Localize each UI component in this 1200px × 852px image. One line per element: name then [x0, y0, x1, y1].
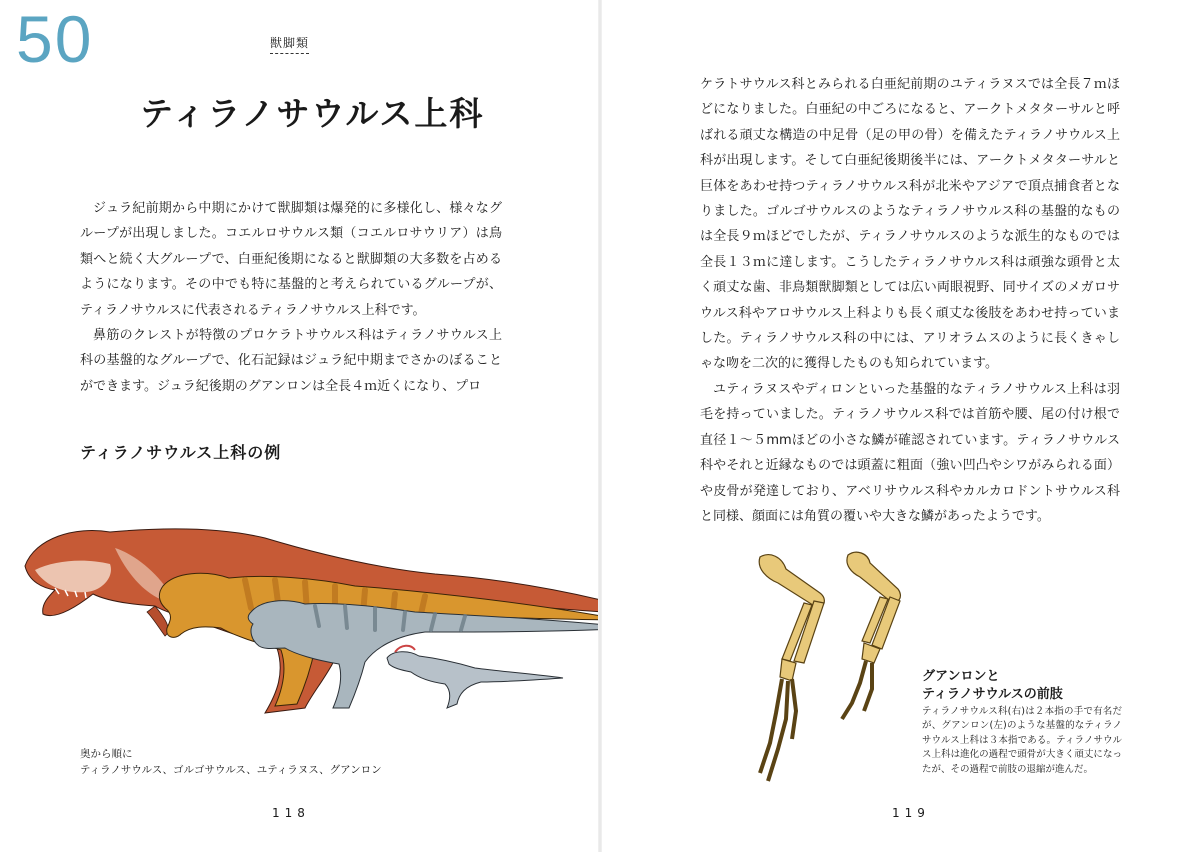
paragraph: ジュラ紀前期から中期にかけて獣脚類は爆発的に多様化し、様々なグループが出現しました。コエルロサウルス類（コエルロサウリア）は鳥類へと続く大グループで、白亜紀後期になると獣脚類の大多数を占めるようになります。その中でも特に基盤的と考えられているグループが、ティラノサウルスに代表されるティラノサウルス上科です。 — [80, 201, 502, 318]
figure-caption: ティラノサウルス科(右)は２本指の手で有名だが、グアンロン(左)のような基盤的なティラノサウルス上科は３本指である。ティラノサウルス上科は進化の過程で頭骨が大きく頑丈になったが、その過程で前肢の退縮が進んだ。 — [922, 706, 1122, 775]
tyrannosaurus-forelimb — [842, 552, 900, 719]
caption-line: ティラノサウルス、ゴルゴサウルス、ユティラヌス、グアンロン — [80, 764, 382, 776]
category-label: 獣脚類 — [270, 34, 309, 54]
page-number: 118 — [272, 806, 310, 820]
caption-line: 奥から順に — [80, 748, 133, 760]
figure-title-line: ティラノサウルスの前肢 — [922, 687, 1063, 702]
paragraph: 鼻筋のクレストが特徴のプロケラトサウルス科はティラノサウルス上科の基盤的なグループで、化石記録はジュラ紀中期までさかのぼることができます。ジュラ紀後期のグアンロンは全長４ｍ近くになり、プロ — [80, 328, 502, 394]
guanlong-figure — [387, 646, 563, 708]
figure-title-line: グアンロンと — [922, 669, 1000, 684]
paragraph: ケラトサウルス科とみられる白亜紀前期のユティラヌスでは全長７ｍほどになりました。白亜紀の中ごろになると、アークトメタターサルと呼ばれる頑丈な構造の中足骨（足の甲の骨）を備えたティラノサウルス上科が出現します。そして白亜紀後期後半には、アークトメタターサルと巨体をあわせ持つティラノサウルス科が北米やアジアで頂点捕食者となりました。ゴルゴサウルスのようなティラノサウルス科の基盤的なものは全長９ｍほどでしたが、ティラノサウルスのような派生的なものでは全長１３ｍに達します。こうしたティラノサウルス科は頑強な頭骨と太く頑丈な歯、非鳥類獣脚類としては広い両眼視野、同サイズのメガロサウルス科やアロサウルス上科よりも長く頑丈な後肢をあわせ持っていました。ティラノサウルス科の中には、アリオラムスのように長くきゃしゃな吻を二次的に獲得したものも知られています。 — [700, 77, 1120, 372]
right-body-text — [700, 72, 1120, 529]
figure-caption — [80, 746, 382, 778]
left-body-text — [80, 196, 502, 399]
section-heading: ティラノサウルス上科の例 — [80, 443, 282, 462]
guanlong-forelimb — [759, 555, 824, 781]
page-number: 119 — [892, 806, 930, 820]
chapter-number: 50 — [16, 2, 94, 76]
forelimb-illustration — [730, 543, 930, 788]
page-title: ティラノサウルス上科 — [140, 94, 485, 133]
right-page — [600, 0, 1200, 852]
tyrannosauroid-illustration — [15, 508, 600, 723]
paragraph: ユティラヌスやディロンといった基盤的なティラノサウルス上科は羽毛を持っていました。ティラノサウルス科では首筋や腰、尾の付け根で直径１～５mmほどの小さな鱗が確認されています。ティラノサウルス科やそれと近縁なものでは頭蓋に粗面（強い凹凸やシワがみられる面）や皮骨が発達しており、アベリサウルス科やカルカロドントサウルス科と同様、顔面には角質の覆いや大きな鱗があったようです。 — [700, 381, 1120, 524]
figure-title — [922, 668, 1063, 704]
